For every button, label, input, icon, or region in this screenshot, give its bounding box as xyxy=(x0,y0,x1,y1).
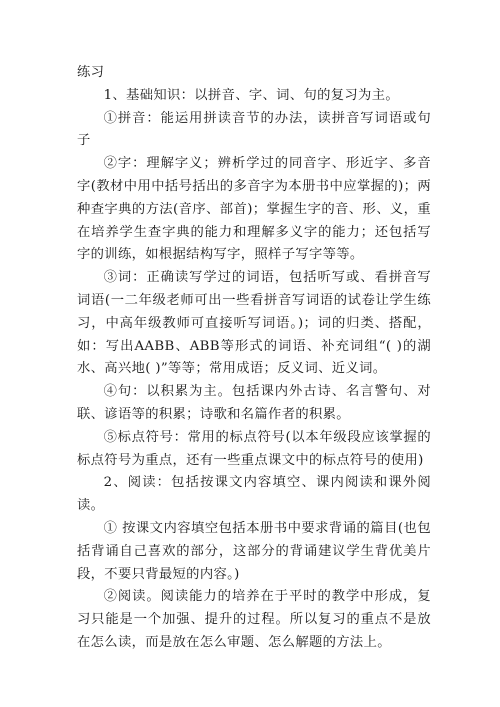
paragraph-fill-in: ① 按课文内容填空包括本册书中要求背诵的篇目(也包括背诵自己喜欢的部分，这部分的背诵建议学生背优美片段，不要只背最短的内容。) xyxy=(77,520,431,582)
paragraph-punctuation: ⑤标点符号：常用的标点符号(以本年级段应该掌握的标点符号为重点，还有一些重点课文中的标点符号的使用) xyxy=(77,429,431,468)
paragraph-basic-knowledge: 1、基础知识：以拼音、字、词、句的复习为主。 xyxy=(103,87,399,103)
paragraph-continuation: 练习 xyxy=(77,65,105,80)
paragraph-words: ③词：正确读写学过的词语，包括听写或、看拼音写词语(一二年级老师可出一些看拼音写词语的试卷让学生练习，中高年级教师可直接听写词语。)；词的归类、搭配，如：写出AABB、ABB等形式的词语、补充词组“( )的湖水、高兴地( )”等等；常用成语；反义词、近义词。 xyxy=(77,270,431,377)
paragraph-pinyin: ①拼音：能运用拼读音节的办法，读拼音写词语或句子 xyxy=(77,110,431,149)
paragraph-reading-ability: ②阅读。阅读能力的培养在于平时的教学中形成，复习只能是一个加强、提升的过程。所以复习的重点不是放在怎么读，而是放在怎么审题、怎么解题的方法上。 xyxy=(77,589,431,650)
paragraph-reading: 2、阅读：包括按课文内容填空、课内阅读和课外阅读。 xyxy=(77,475,431,514)
paragraph-characters: ②字：理解字义；辨析学过的同音字、形近字、多音字(教材中用中括号括出的多音字为本册书中应掌握的)；两种查字典的方法(音序、部首)；掌握生字的音、形、义，重在培养学生查字典的能力和理解多义字的能力；还包括写字的训练，如根据结构写字，照样子写字等等。 xyxy=(77,156,431,263)
document-page xyxy=(77,62,431,655)
paragraph-sentences: ④句：以积累为主。包括课内外古诗、名言警句、对联、谚语等的积累；诗歌和名篇作者的积累。 xyxy=(77,384,431,422)
